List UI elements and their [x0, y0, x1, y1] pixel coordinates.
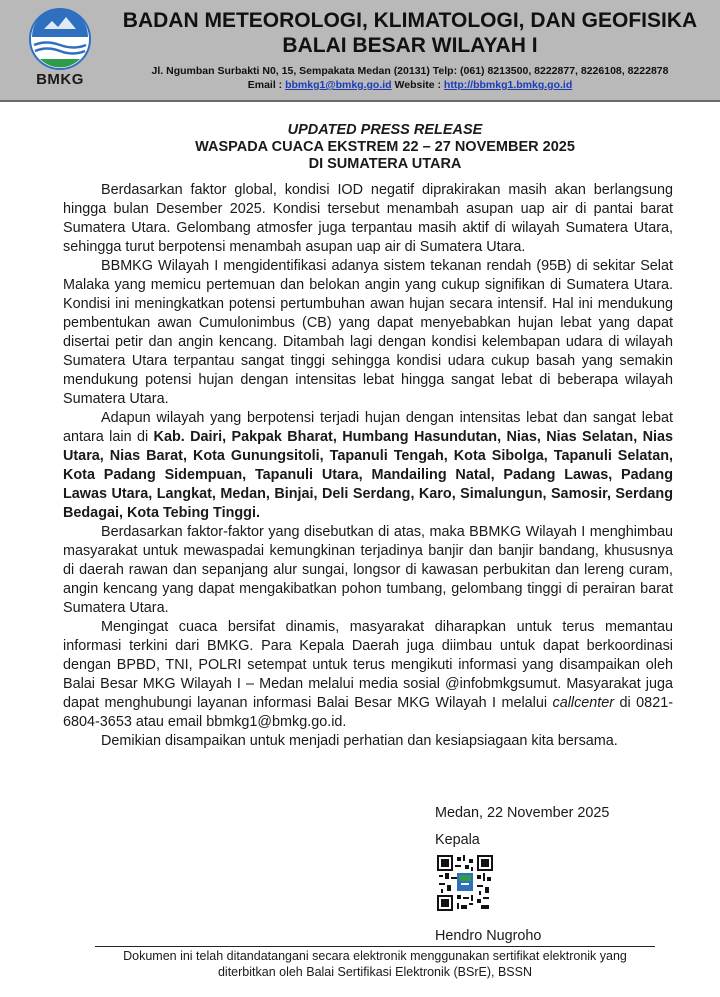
- footer-divider: [95, 946, 655, 947]
- agency-address: [100, 64, 720, 92]
- place-date: Medan, 22 November 2025: [435, 805, 610, 821]
- qr-code-icon: [437, 855, 493, 911]
- agency-name-line1: BADAN METEOROLOGI, KLIMATOLOGI, DAN GEOFISIKA: [122, 9, 698, 32]
- bmkg-logo: [26, 7, 94, 95]
- email-label: Email :: [247, 79, 286, 91]
- paragraph-2: BBMKG Wilayah I mengidentifikasi adanya sistem tekanan rendah (95B) di sekitar Selat Malaka yang memicu pertemuan dan belokan angin yang cukup signifikan di Sumatera Utara. Kondisi ini meningkatkan potensi pertumbuhan awan hujan secara intensif. Hal ini mendukung pembentukan awan Cumulonimbus (CB) yang dapat menyebabkan hujan lebat yang dapat disertai petir dan angin kencang. Ditambah lagi dengan kondisi kelembapan udara di wilayah Sumatera Utara terpantau sangat tinggi sehingga kondisi udara cukup basah yang semakin mendukung potensi hujan dengan intensitas lebat hingga sangat lebat di beberapa wilayah Sumatera Utara.: [63, 258, 673, 407]
- email-link[interactable]: bbmkg1@bmkg.go.id: [285, 79, 392, 91]
- bmkg-emblem-icon: [26, 7, 94, 71]
- footer-line1: Dokumen ini telah ditandatangani secara elektronik menggunakan sertifikat elektronik yang: [123, 949, 627, 963]
- address-line: Jl. Ngumban Surbakti N0, 15, Sempakata Medan (20131) Telp: (061) 8213500, 8222877, 8226108, 8222878: [151, 65, 669, 77]
- agency-name: [100, 8, 720, 58]
- callcenter-term: callcenter: [552, 695, 615, 711]
- title-line2: WASPADA CUACA EKSTREM 22 – 27 NOVEMBER 2025: [195, 139, 575, 155]
- logo-text: BMKG: [36, 71, 84, 88]
- paragraph-3: [63, 409, 673, 523]
- agency-name-line2: BALAI BESAR WILAYAH I: [282, 34, 538, 57]
- affected-regions: Kab. Dairi, Pakpak Bharat, Humbang Hasundutan, Nias, Nias Selatan, Nias Utara, Nias Barat, Kota Gunungsitoli, Tapanuli Tengah, Kota Sibolga, Tapanuli Selatan, Kota Padang Sidempuan, Tapanuli Utara, Mandailing Natal, Padang Lawas, Padang Lawas Utara, Langkat, Medan, Binjai, Deli Serdang, Karo, Simalungun, Samosir, Serdang Bedagai, Kota Tebing Tinggi.: [63, 429, 673, 521]
- title-line1: UPDATED PRESS RELEASE: [287, 122, 483, 138]
- website-label: Website :: [391, 79, 444, 91]
- document-title: [0, 122, 720, 173]
- press-release-body: [63, 181, 673, 751]
- signature-block: [435, 804, 675, 850]
- signer-name: Hendro Nugroho: [435, 928, 542, 944]
- paragraph-5: [63, 618, 673, 732]
- paragraph-5-part-b: di 0821-6804-3653 atau email bbmkg1@bmkg.go.id.: [63, 695, 673, 730]
- letterhead: [0, 0, 720, 102]
- paragraph-6: Demikian disampaikan untuk menjadi perhatian dan kesiapsiagaan kita bersama.: [101, 733, 618, 749]
- contact-line: [100, 78, 720, 92]
- paragraph-3-lead: Adapun wilayah yang berpotensi terjadi hujan dengan intensitas lebat dan sangat lebat antara lain di: [63, 410, 673, 445]
- paragraph-5-part-a: Mengingat cuaca bersifat dinamis, masyarakat diharapkan untuk terus memantau informasi terkini dari BMKG. Para Kepala Daerah juga diimbau untuk dapat berkoordinasi dengan BPBD, TNI, POLRI setempat untuk terus mengikuti informasi yang disampaikan oleh Balai Besar MKG Wilayah I – Medan melalui media sosial @infobmkgsumut. Masyarakat juga dapat menghubungi layanan informasi Balai Besar MKG Wilayah I melalui: [63, 619, 673, 711]
- signer-role: Kepala: [435, 832, 480, 848]
- website-link[interactable]: http://bbmkg1.bmkg.go.id: [443, 79, 573, 91]
- e-signature-notice: [95, 948, 655, 980]
- title-line3: DI SUMATERA UTARA: [308, 156, 462, 172]
- footer-line2: diterbitkan oleh Balai Sertifikasi Elektronik (BSrE), BSSN: [217, 965, 532, 979]
- paragraph-4: Berdasarkan faktor-faktor yang disebutkan di atas, maka BBMKG Wilayah I menghimbau masyarakat untuk mewaspadai kemungkinan terjadinya banjir dan banjir bandang, khususnya di daerah rawan dan sepanjang alur sungai, longsor di kawasan perbukitan dan lereng curam, angin kencang yang dapat mengakibatkan pohon tumbang, gelombang tinggi di perairan barat Sumatera Utara.: [63, 524, 673, 616]
- paragraph-1: Berdasarkan faktor global, kondisi IOD negatif diprakirakan masih akan berlangsung hingga bulan Desember 2025. Kondisi tersebut menambah asupan uap air di pantai barat Sumatera Utara. Gelombang atmosfer juga terpantau masih aktif di wilayah Sumatera Utara, sehingga turut berpotensi menambah asupan uap air di Sumatera Utara.: [63, 182, 673, 255]
